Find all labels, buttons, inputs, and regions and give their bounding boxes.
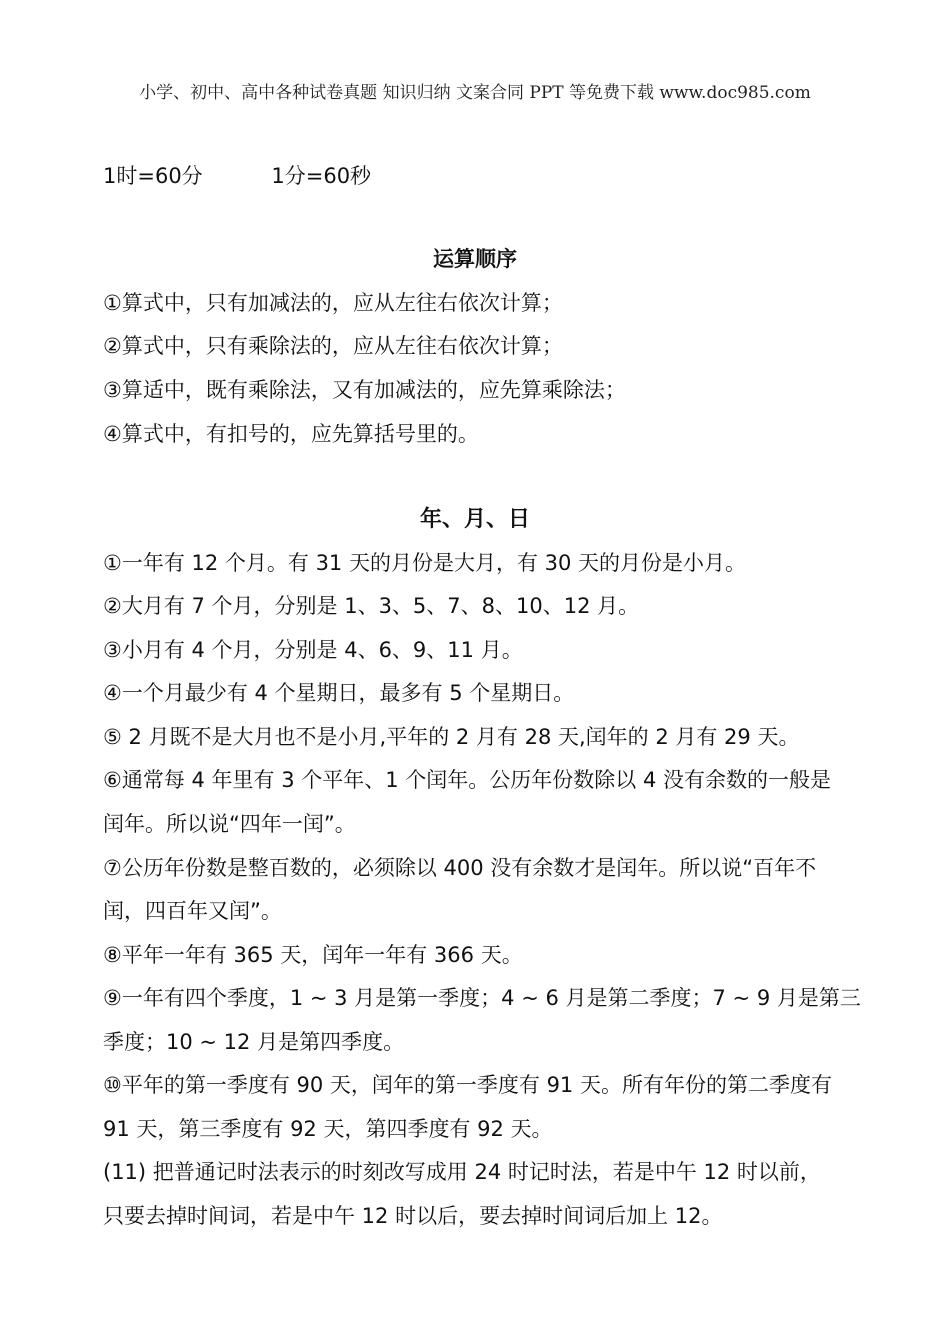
calendar-section-title: 年、月、日	[419, 507, 530, 532]
calendar-line: ①一年有 12 个月。有 31 天的月份是大月，有 30 天的月份是小月。	[103, 551, 747, 575]
calendar-line: ⑨一年有四个季度，1 ~ 3 月是第一季度；4 ~ 6 月是第二季度；7 ~ 9 月是第三	[103, 986, 861, 1010]
calendar-line: 闰，四百年又闰”。	[103, 899, 282, 923]
calendar-line: ⑩平年的第一季度有 90 天，闰年的第一季度有 91 天。所有年份的第二季度有	[103, 1073, 832, 1097]
calendar-line: ④一个月最少有 4 个星期日，最多有 5 个星期日。	[103, 681, 575, 705]
calendar-line: 91 天，第三季度有 92 天，第四季度有 92 天。	[103, 1117, 553, 1141]
calendar-line: ②大月有 7 个月，分别是 1、3、5、7、8、10、12 月。	[103, 594, 640, 618]
calendar-line: 只要去掉时间词，若是中午 12 时以后，要去掉时间词后加上 12。	[103, 1204, 723, 1228]
calendar-line: ⑤ 2 月既不是大月也不是小月,平年的 2 月有 28 天,闰年的 2 月有 29 天。	[103, 725, 800, 749]
order-item: ②算式中，只有乘除法的，应从左往右依次计算；	[103, 334, 563, 358]
calendar-line: (11) 把普通记时法表示的时刻改写成用 24 时记时法，若是中午 12 时以前，	[103, 1160, 821, 1184]
calendar-line: ⑥通常每 4 年里有 3 个平年、1 个闰年。公历年份数除以 4 没有余数的一般是	[103, 768, 831, 792]
time-units	[103, 160, 371, 190]
order-section-title: 运算顺序	[433, 247, 517, 271]
calendar-line: 闰年。所以说“四年一闰”。	[103, 812, 356, 836]
minute-unit: 1分=60秒	[271, 164, 372, 188]
calendar-line: ⑧平年一年有 365 天，闰年一年有 366 天。	[103, 943, 523, 967]
order-item: ③算适中，既有乘除法，又有加减法的，应先算乘除法；	[103, 378, 626, 402]
calendar-line: ③小月有 4 个月，分别是 4、6、9、11 月。	[103, 638, 523, 662]
calendar-line: ⑦公历年份数是整百数的，必须除以 400 没有余数才是闰年。所以说“百年不	[103, 856, 817, 880]
page-header: 小学、初中、高中各种试卷真题 知识归纳 文案合同 PPT 等免费下载 www.doc985.com	[139, 83, 811, 103]
order-item: ①算式中，只有加减法的，应从左往右依次计算；	[103, 291, 563, 315]
calendar-line: 季度；10 ~ 12 月是第四季度。	[103, 1030, 405, 1054]
hour-unit: 1时=60分	[103, 164, 203, 188]
order-item: ④算式中，有扣号的，应先算括号里的。	[103, 422, 479, 446]
